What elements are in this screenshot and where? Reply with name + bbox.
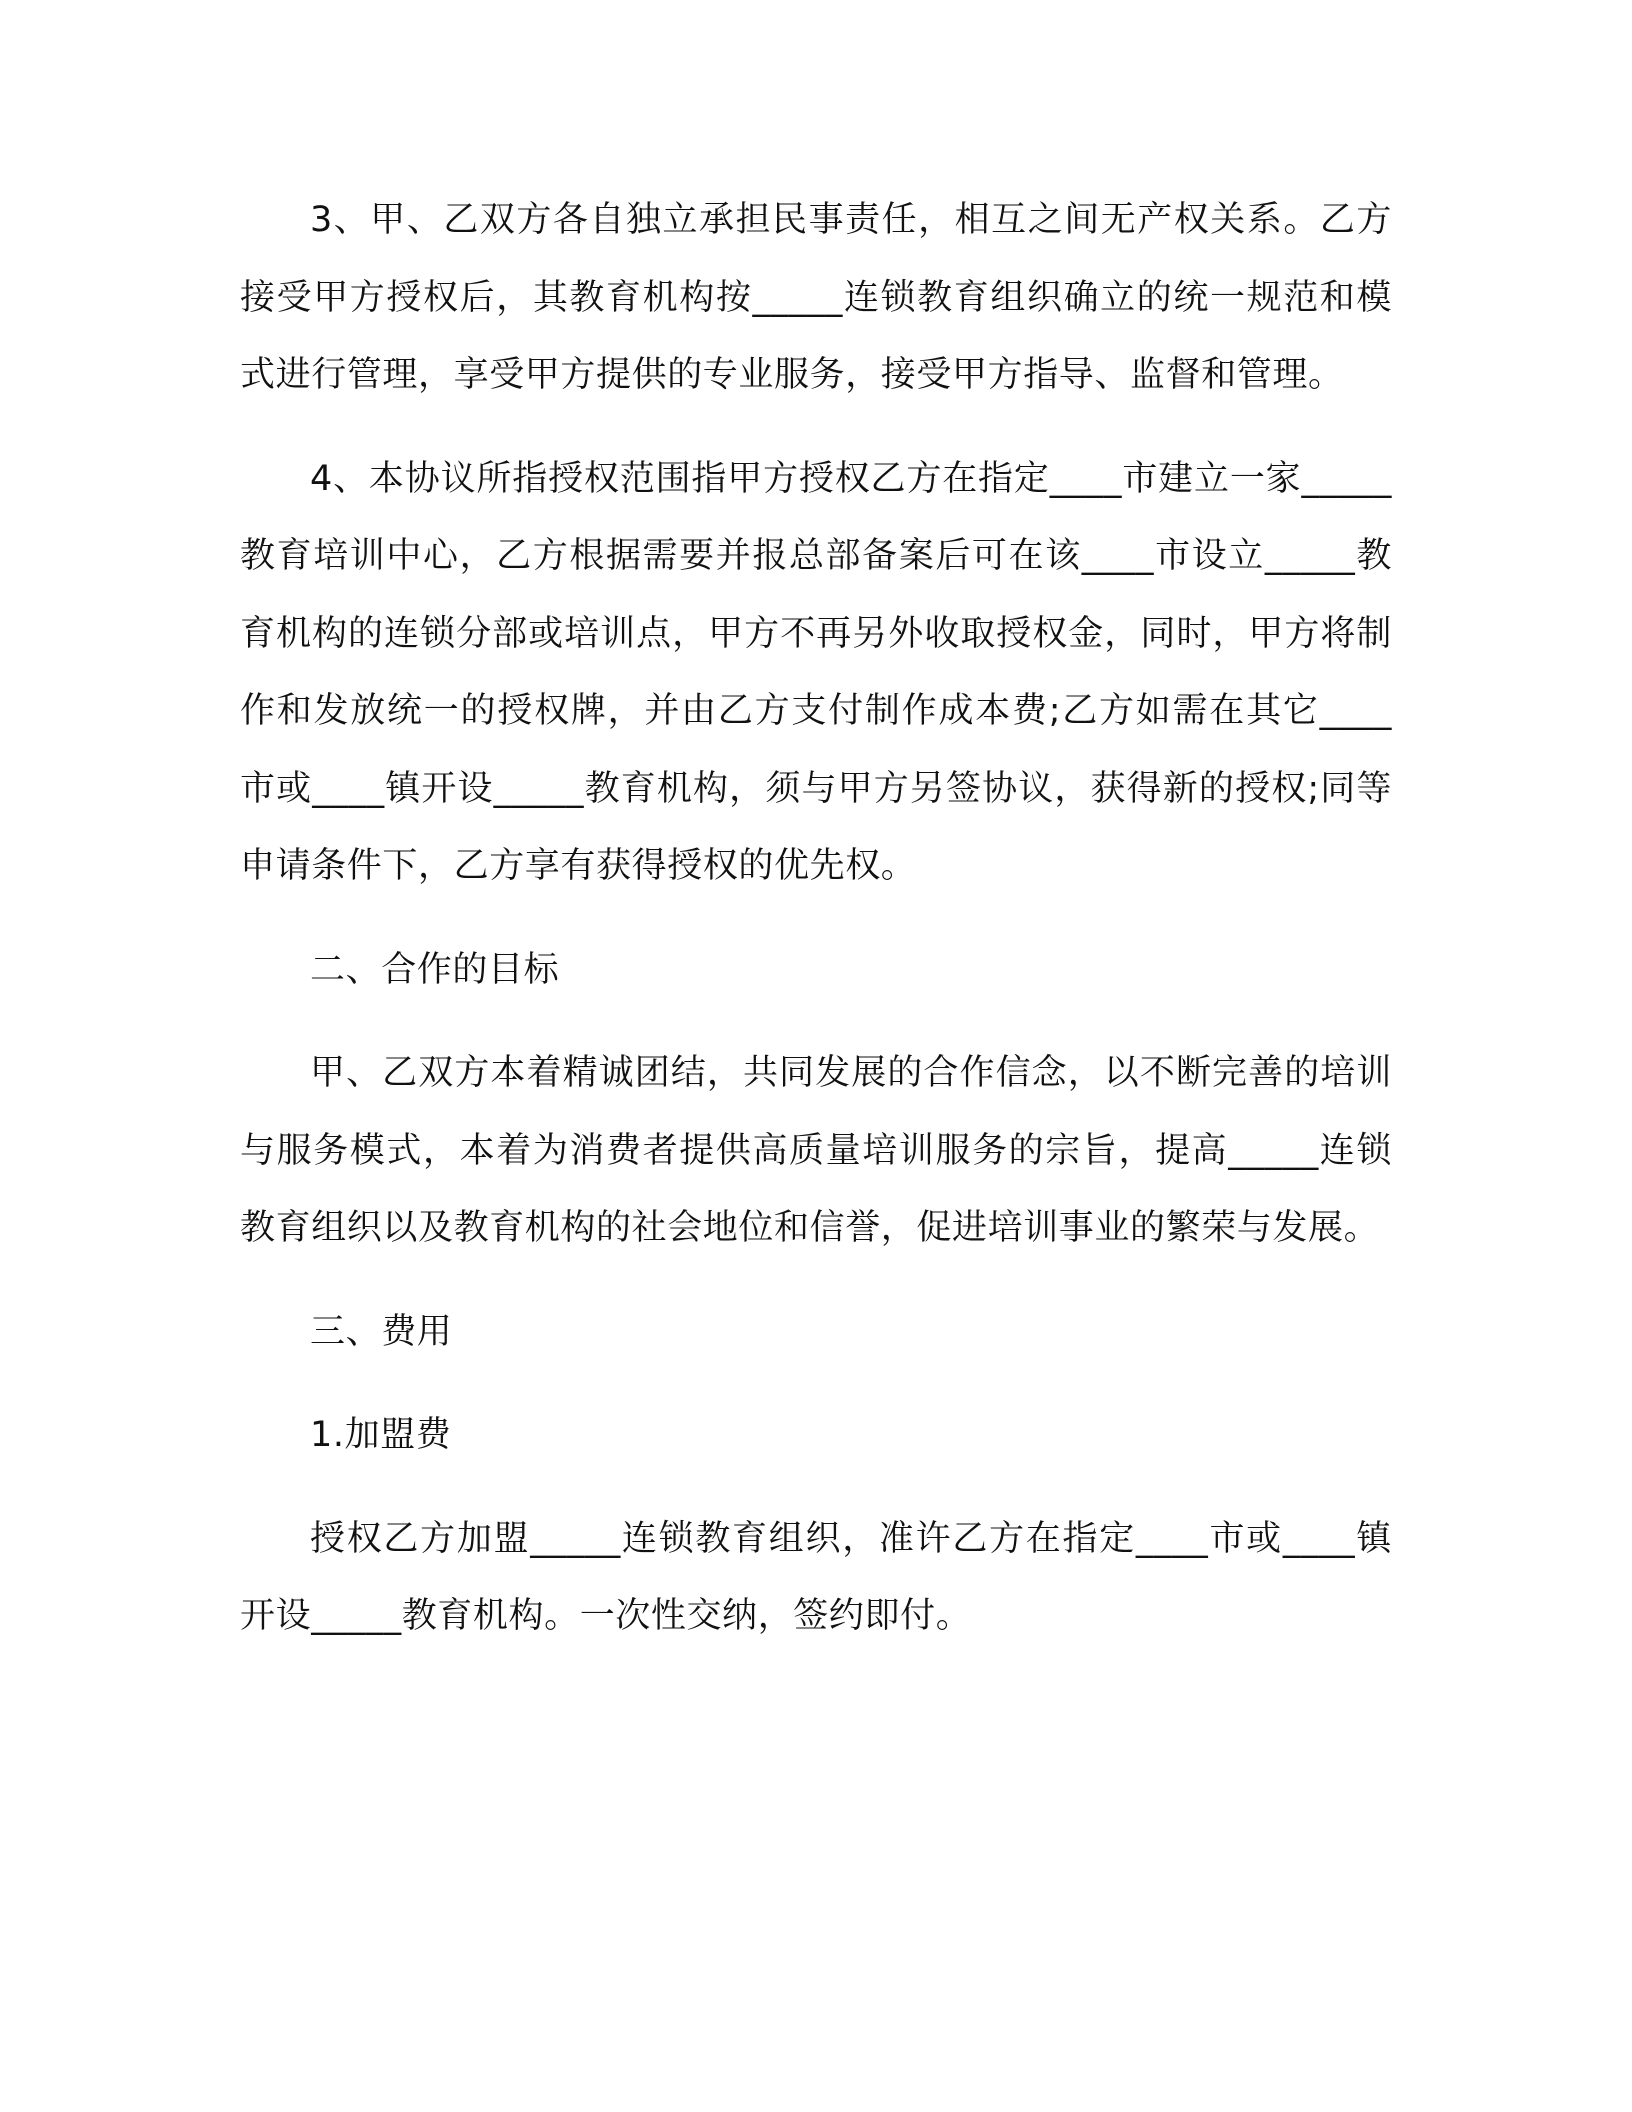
- cooperation-goal-paragraph: 甲、乙双方本着精诚团结，共同发展的合作信念，以不断完善的培训与服务模式，本着为消费者提供高质量培训服务的宗旨，提高_____连锁教育组织以及教育机构的社会地位和信誉，促进培训事业的繁荣与发展。: [240, 1053, 1392, 1248]
- clause-3-paragraph: 3、甲、乙双方各自独立承担民事责任，相互之间无产权关系。乙方接受甲方授权后，其教育机构按_____连锁教育组织确立的统一规范和模式进行管理，享受甲方提供的专业服务，接受甲方指导、监督和管理。: [240, 200, 1392, 395]
- franchise-fee-paragraph: 授权乙方加盟_____连锁教育组织，准许乙方在指定____市或____镇开设_____教育机构。一次性交纳，签约即付。: [240, 1518, 1392, 1636]
- document-body: [240, 182, 1392, 1656]
- section-heading-cooperation-goal: 二、合作的目标: [310, 949, 560, 990]
- subsection-heading-franchise-fee: 1.加盟费: [310, 1415, 452, 1455]
- section-heading-fees: 三、费用: [310, 1311, 453, 1352]
- clause-4-paragraph: 4、本协议所指授权范围指甲方授权乙方在指定____市建立一家_____教育培训中心，乙方根据需要并报总部备案后可在该____市设立_____教育机构的连锁分部或培训点，甲方不再另外收取授权金，同时，甲方将制作和发放统一的授权牌，并由乙方支付制作成本费;乙方如需在其它____市或____镇开设_____教育机构，须与甲方另签协议，获得新的授权;同等申请条件下，乙方享有获得授权的优先权。: [240, 458, 1392, 886]
